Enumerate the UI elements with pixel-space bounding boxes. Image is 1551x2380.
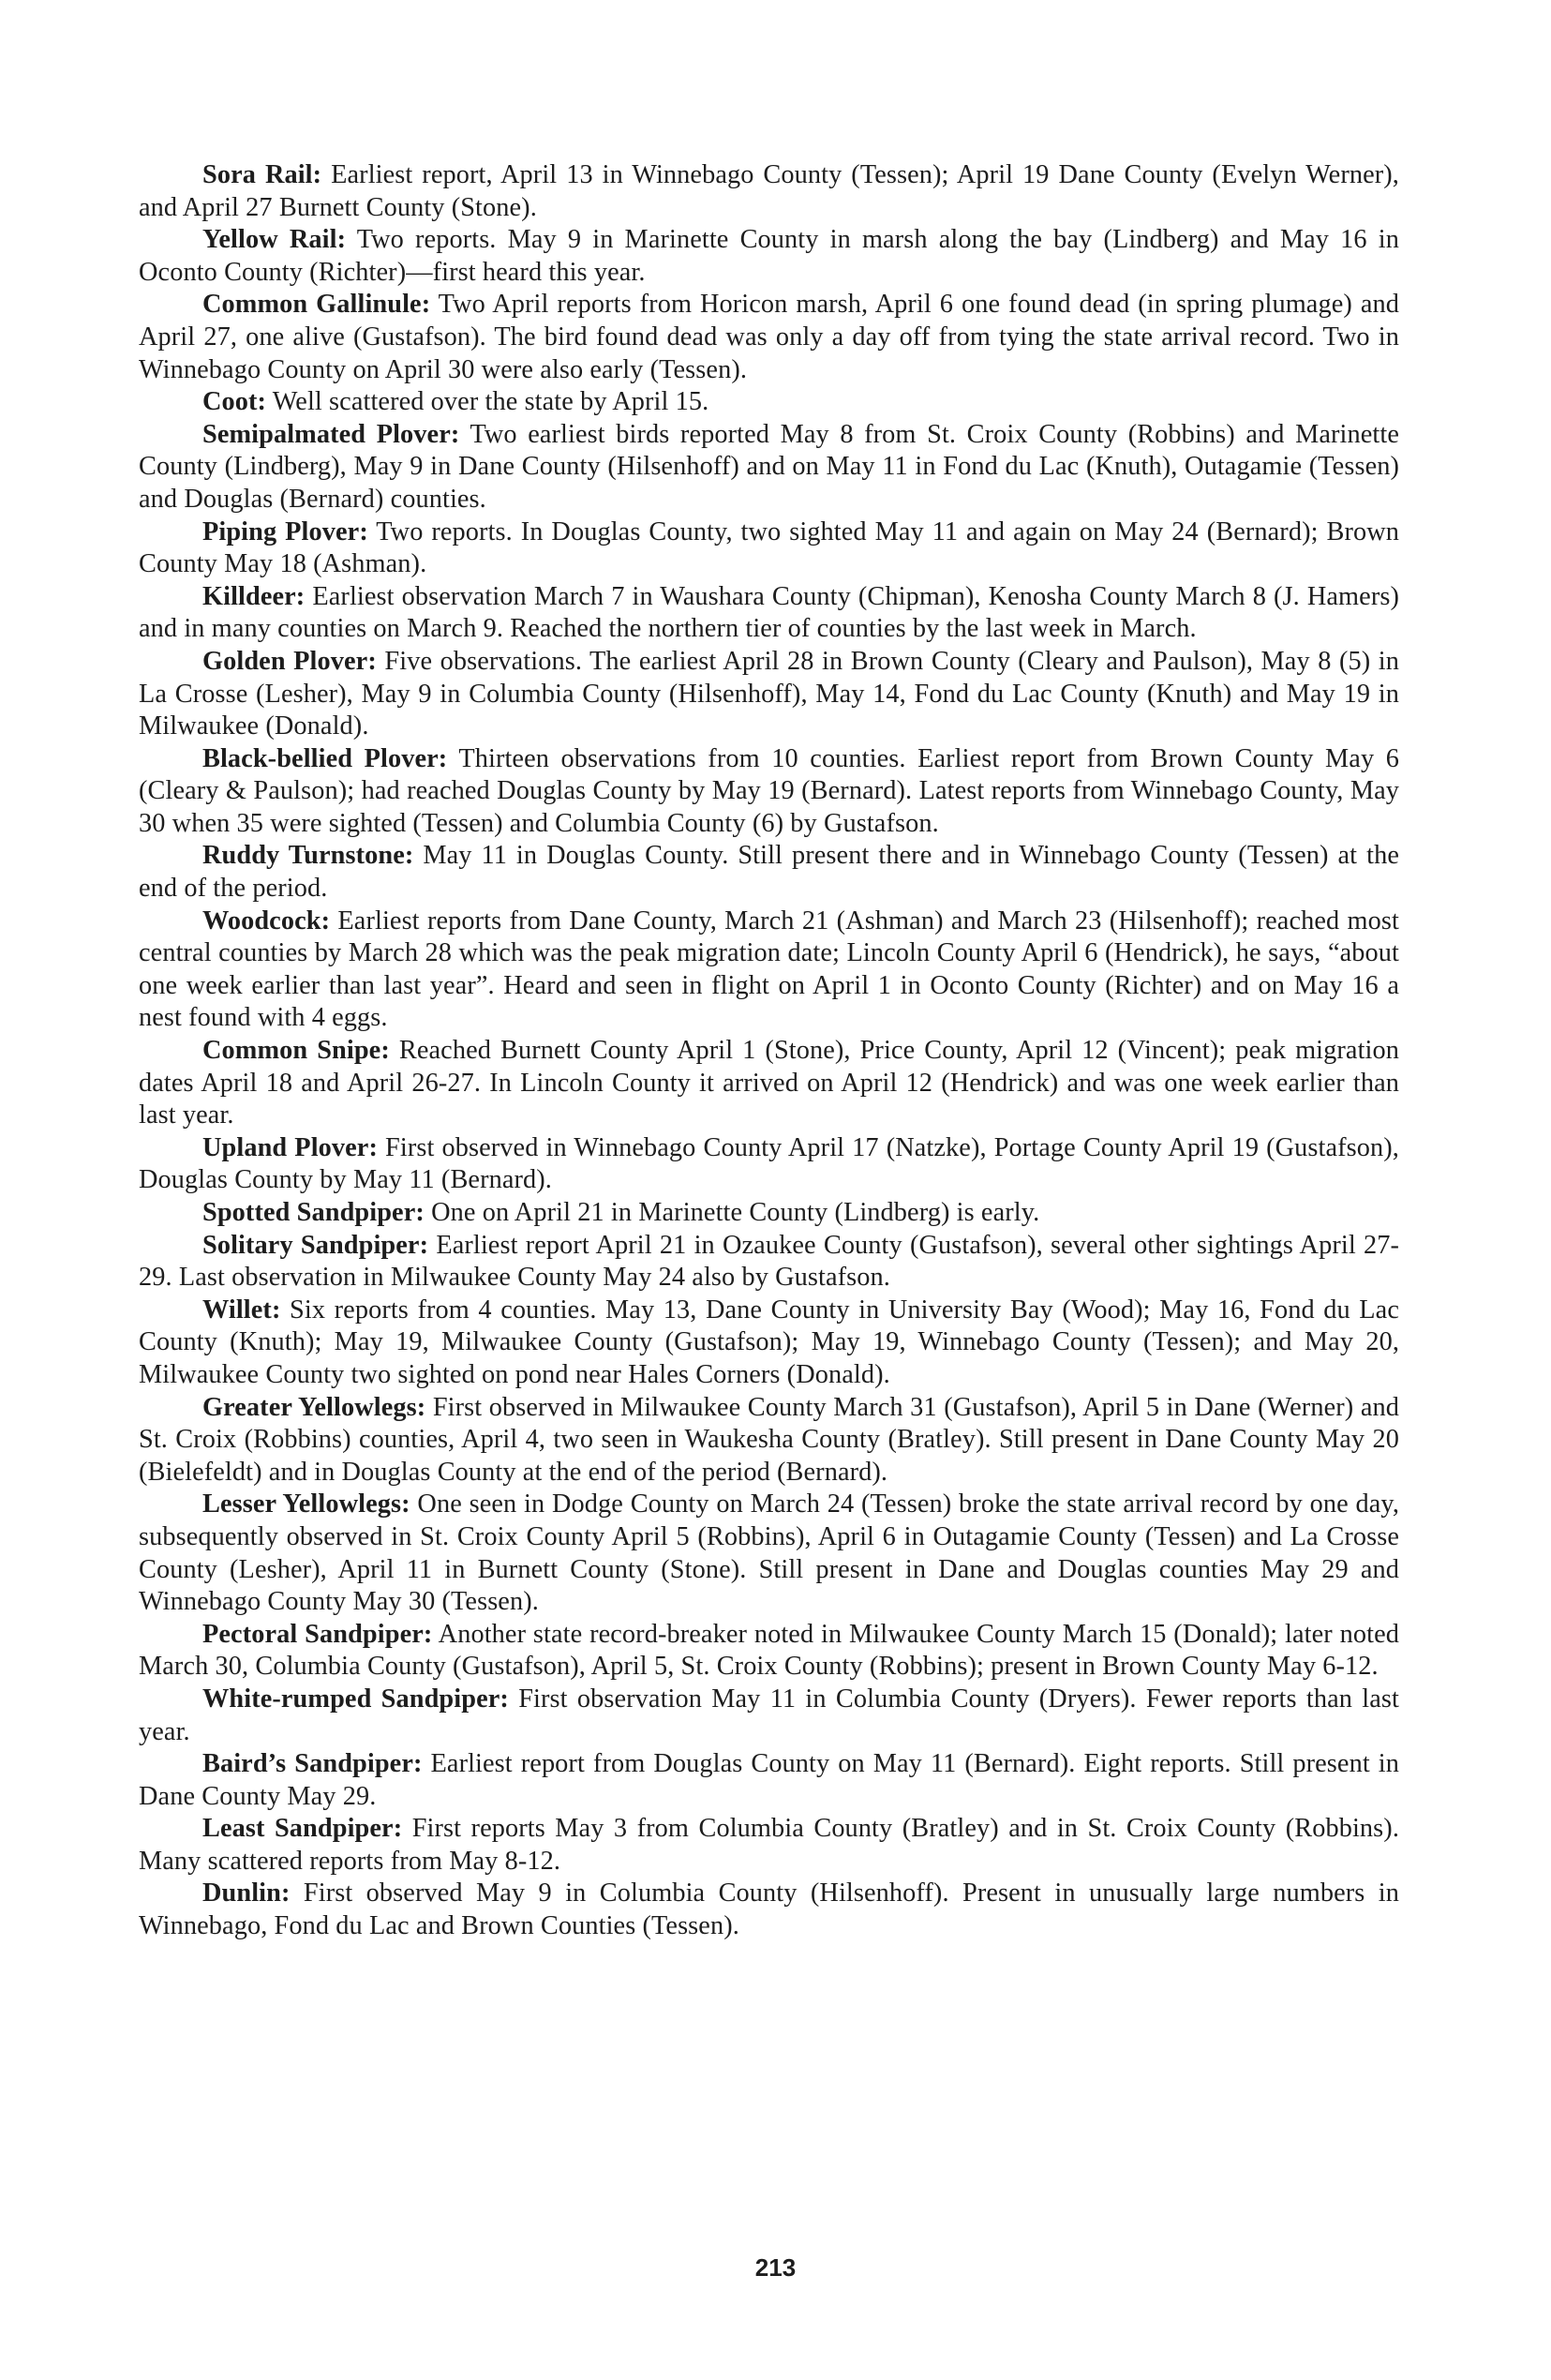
- entry-dunlin: [139, 1878, 1399, 1942]
- entry-text: First observed in Winnebago County April 17 (Natzke), Portage County April 19 (Gustafson), Douglas County by May 11 (Bernard).: [139, 1132, 1399, 1195]
- entry-least-sandpiper: [139, 1813, 1399, 1878]
- entry-greater-yellowlegs: [139, 1392, 1399, 1489]
- entry-text: Two reports. In Douglas County, two sighted May 11 and again on May 24 (Bernard); Brown County May 18 (Ashman).: [139, 516, 1400, 579]
- species-name: Sora Rail:: [202, 160, 322, 189]
- entry-upland-plover: [139, 1132, 1399, 1197]
- entry-golden-plover: [139, 646, 1399, 743]
- entry-willet: [139, 1295, 1399, 1392]
- entry-text: Earliest observation March 7 in Waushara County (Chipman), Kenosha County March 8 (J. Hamers) and in many counties on March 9. Reached the northern tier of counties by the last week in March.: [139, 581, 1399, 644]
- entry-text: Earliest reports from Dane County, March 21 (Ashman) and March 23 (Hilsenhoff); reached most central counties by March 28 which was the peak migration date; Lincoln County April 6 (Hendrick), he says, “about one week earlier than last year”. Heard and seen in flight on April 1 in Oconto County (Richter) and on May 16 a nest found with 4 eggs.: [139, 906, 1399, 1033]
- species-name: Dunlin:: [202, 1879, 291, 1908]
- entry-text: Two reports. May 9 in Marinette County in marsh along the bay (Lindberg) and May 16 in Oconto County (Richter)—first heard this year.: [139, 225, 1399, 287]
- entry-text: Earliest report, April 13 in Winnebago County (Tessen); April 19 Dane County (Evelyn Werner), and April 27 Burnett County (Stone).: [139, 160, 1399, 222]
- entry-lesser-yellowlegs: [139, 1489, 1399, 1618]
- entry-common-snipe: [139, 1035, 1399, 1132]
- species-name: Spotted Sandpiper:: [202, 1198, 425, 1227]
- page-number: 213: [754, 2253, 797, 2282]
- entry-woodcock: [139, 906, 1399, 1035]
- entry-text: One on April 21 in Marinette County (Lindberg) is early.: [431, 1198, 1040, 1227]
- species-name: Ruddy Turnstone:: [202, 841, 414, 871]
- entry-text: Five observations. The earliest April 28 in Brown County (Cleary and Paulson), May 8 (5) in La Crosse (Lesher), May 9 in Columbia County (Hilsenhoff), May 14, Fond du Lac County (Knuth) and May 19 in Milwaukee (Donald).: [139, 646, 1400, 741]
- species-name: Willet:: [202, 1295, 281, 1325]
- species-name: Upland Plover:: [202, 1132, 378, 1162]
- entry-yellow-rail: [139, 224, 1399, 289]
- entry-text: Another state record-breaker noted in Milwaukee County March 15 (Donald); later noted March 30, Columbia County (Gustafson), April 5, St. Croix County (Robbins); present in Brown County May 6-12.: [139, 1619, 1399, 1682]
- entry-solitary-sandpiper: [139, 1230, 1399, 1295]
- entry-piping-plover: [139, 516, 1399, 581]
- species-name: Coot:: [202, 387, 267, 417]
- species-name: Lesser Yellowlegs:: [202, 1489, 410, 1519]
- species-name: Piping Plover:: [202, 516, 368, 546]
- entry-text: Reached Burnett County April 1 (Stone), Price County, April 12 (Vincent); peak migration dates April 18 and April 26-27. In Lincoln County it arrived on April 12 (Hendrick) and was one week earlier than last year.: [139, 1036, 1399, 1130]
- entry-text: Earliest report April 21 in Ozaukee County (Gustafson), several other sightings April 27-29. Last observation in Milwaukee County May 24 also by Gustafson.: [139, 1230, 1399, 1293]
- entry-text: First reports May 3 from Columbia County (Bratley) and in St. Croix County (Robbins). Many scattered reports from May 8-12.: [139, 1814, 1399, 1876]
- species-name: Greater Yellowlegs:: [202, 1392, 426, 1422]
- entry-semipalmated-plover: [139, 419, 1399, 516]
- entry-text: One seen in Dodge County on March 24 (Tessen) broke the state arrival record by one day, subsequently observed in St. Croix County April 5 (Robbins), April 6 in Outagamie County (Tessen) and La Crosse County (Lesher), April 11 in Burnett County (Stone). Still present in Dane and Douglas counties May 29 and Winnebago County May 30 (Tessen).: [139, 1489, 1399, 1617]
- entry-bairds-sandpiper: [139, 1748, 1399, 1813]
- species-name: Baird’s Sandpiper:: [202, 1749, 423, 1779]
- entry-text: Two April reports from Horicon marsh, April 6 one found dead (in spring plumage) and April 27, one alive (Gustafson). The bird found dead was only a day off from tying the state arrival record. Two in Winnebago County on April 30 were also early (Tessen).: [139, 290, 1400, 384]
- entry-text: First observation May 11 in Columbia County (Dryers). Fewer reports than last year.: [139, 1684, 1399, 1746]
- entry-text: Six reports from 4 counties. May 13, Dane County in University Bay (Wood); May 16, Fond du Lac County (Knuth); May 19, Milwaukee County (Gustafson); May 19, Winnebago County (Tessen); and May 20, Milwaukee County two sighted on pond near Hales Corners (Donald).: [139, 1295, 1399, 1389]
- entry-text: Thirteen observations from 10 counties. Earliest report from Brown County May 6 (Cleary & Paulson); had reached Douglas County by May 19 (Bernard). Latest reports from Winnebago County, May 30 when 35 were sighted (Tessen) and Columbia County (6) by Gustafson.: [139, 743, 1399, 838]
- species-name: Killdeer:: [202, 581, 306, 611]
- entry-text: Earliest report from Douglas County on May 11 (Bernard). Eight reports. Still present in Dane County May 29.: [139, 1749, 1400, 1811]
- species-name: Common Snipe:: [202, 1036, 390, 1066]
- entry-ruddy-turnstone: [139, 840, 1399, 905]
- entry-spotted-sandpiper: [139, 1197, 1399, 1230]
- entry-pectoral-sandpiper: [139, 1619, 1399, 1684]
- entry-killdeer: [139, 581, 1399, 646]
- species-name: Solitary Sandpiper:: [202, 1230, 429, 1260]
- entry-common-gallinule: [139, 289, 1399, 386]
- species-name: Woodcock:: [202, 906, 331, 936]
- species-name: White-rumped Sandpiper:: [202, 1684, 509, 1714]
- species-name: Least Sandpiper:: [202, 1814, 403, 1844]
- species-name: Yellow Rail:: [202, 225, 347, 255]
- species-name: Semipalmated Plover:: [202, 419, 460, 449]
- species-name: Golden Plover:: [202, 646, 377, 676]
- entry-white-rumped-sandpiper: [139, 1684, 1399, 1748]
- species-name: Common Gallinule:: [202, 290, 431, 320]
- entry-text: First observed in Milwaukee County March 31 (Gustafson), April 5 in Dane (Werner) and St. Croix (Robbins) counties, April 4, two seen in Waukesha County (Bratley). Still present in Dane County May 20 (Bielefeldt) and in Douglas County at the end of the period (Bernard).: [139, 1392, 1399, 1487]
- entry-text: May 11 in Douglas County. Still present there and in Winnebago County (Tessen) at the end of the period.: [139, 841, 1399, 904]
- entry-black-bellied-plover: [139, 743, 1399, 841]
- entry-sora-rail: [139, 159, 1399, 224]
- species-name: Black-bellied Plover:: [202, 743, 448, 773]
- entry-coot: [139, 386, 1399, 419]
- entry-text: First observed May 9 in Columbia County (Hilsenhoff). Present in unusually large numbers in Winnebago, Fond du Lac and Brown Counties (Tessen).: [139, 1879, 1399, 1941]
- entry-text: Well scattered over the state by April 15.: [272, 387, 709, 417]
- page-body: [139, 159, 1399, 1943]
- entry-text: Two earliest birds reported May 8 from St. Croix County (Robbins) and Marinette County (Lindberg), May 9 in Dane County (Hilsenhoff) and on May 11 in Fond du Lac (Knuth), Outagamie (Tessen) and Douglas (Bernard) counties.: [139, 419, 1399, 514]
- species-name: Pectoral Sandpiper:: [202, 1619, 433, 1649]
